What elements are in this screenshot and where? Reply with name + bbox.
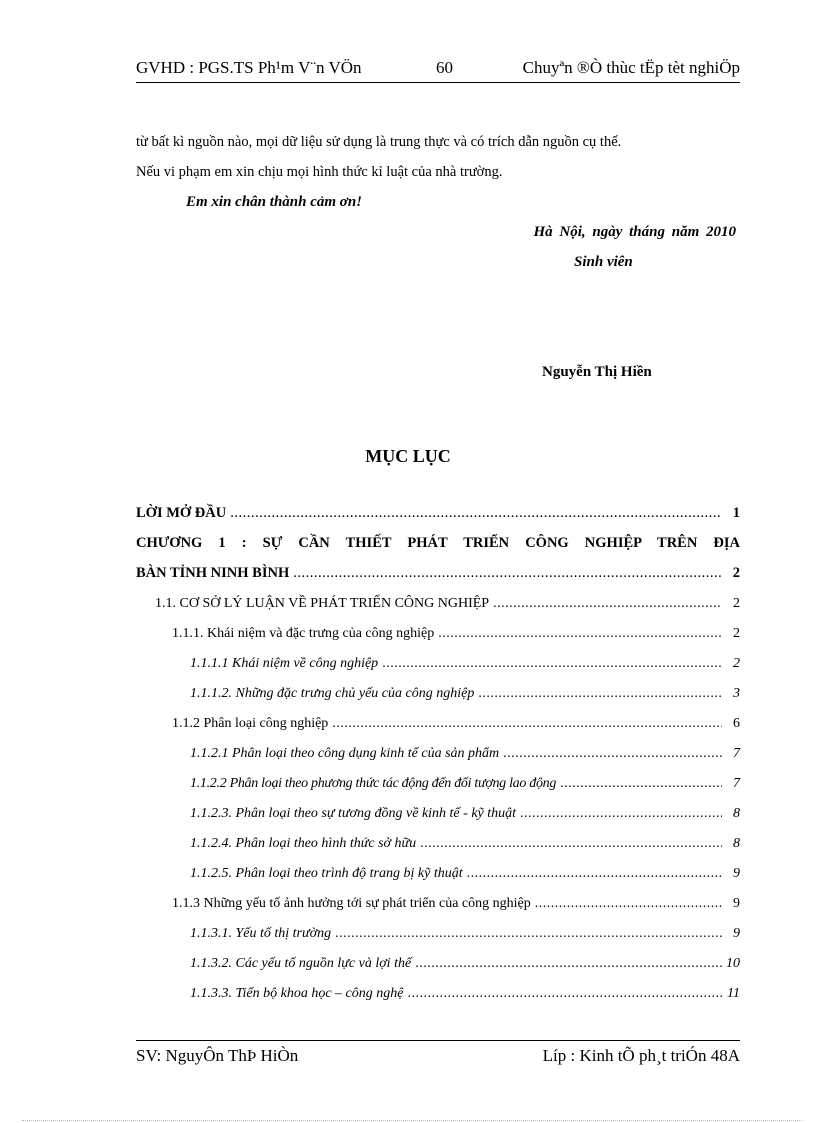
toc-entry-text: 1.1.3.1. Yếu tố thị trường xyxy=(190,926,332,941)
toc-entry-text: 1.1.1.2. Những đặc trưng chủ yếu của công nghiệp xyxy=(190,686,475,701)
toc-entry[interactable] xyxy=(190,746,740,770)
toc-entry-text: 1.1.2.4. Phân loại theo hình thức sở hữu xyxy=(190,836,417,851)
page-header xyxy=(136,56,740,83)
toc-leader-dots xyxy=(503,746,722,762)
toc-entry-page: 8 xyxy=(733,806,740,821)
toc-entry[interactable] xyxy=(155,596,740,620)
toc-entry-text: 1.1.2.3. Phân loại theo sự tương đồng về kinh tế - kỹ thuật xyxy=(190,806,517,821)
toc-entry-text: 1.1. CƠ SỞ LÝ LUẬN VỀ PHÁT TRIỂN CÔNG NGHIỆP xyxy=(155,596,490,611)
toc-entry-text: 1.1.2.1 Phân loại theo công dụng kinh tế của sản phẩm xyxy=(190,746,500,761)
toc-entry-page: 2 xyxy=(733,626,740,641)
toc-entry-text: 1.1.1. Khái niệm và đặc trưng của công nghiệp xyxy=(172,626,435,641)
toc-entry-page: 10 xyxy=(726,956,740,971)
signer-role: Sinh viên xyxy=(574,254,633,270)
toc-entry[interactable] xyxy=(190,656,740,680)
toc-entry[interactable] xyxy=(190,956,740,980)
toc-leader-dots xyxy=(230,505,722,522)
header-advisor: GVHD : PGS.TS Ph¹m V¨n VÖn xyxy=(136,58,362,77)
toc-entry-page: 7 xyxy=(733,746,740,761)
toc-leader-dots xyxy=(438,626,722,642)
toc-leader-dots xyxy=(560,776,722,792)
toc-leader-dots xyxy=(535,896,722,912)
toc-entry-page: 11 xyxy=(727,986,740,1001)
toc-entry-page: 9 xyxy=(733,896,740,911)
toc-leader-dots xyxy=(332,716,722,732)
page-bottom-divider xyxy=(22,1120,802,1121)
toc-entry-text: 1.1.3.3. Tiến bộ khoa học – công nghệ xyxy=(190,986,404,1001)
toc-entry-page: 9 xyxy=(733,866,740,881)
body-text-line-1: từ bất kì nguồn nào, mọi dữ liệu sử dụng là trung thực và có trích dẫn nguồn cụ thể. xyxy=(136,134,622,150)
toc-leader-dots xyxy=(420,836,722,852)
toc-leader-dots xyxy=(467,866,722,882)
toc-entry[interactable] xyxy=(190,836,740,860)
toc-entry-page: 1 xyxy=(732,505,740,521)
toc-entry-page: 2 xyxy=(732,565,740,581)
signer-name: Nguyễn Thị Hiền xyxy=(542,364,652,380)
toc-entry-text: 1.1.2 Phân loại công nghiệp xyxy=(172,716,329,731)
header-document-title: Chuyªn ®Ò thùc tËp tèt nghiÖp xyxy=(522,58,740,77)
toc-entry-page: 6 xyxy=(733,716,740,731)
toc-entry-text: 1.1.2.5. Phân loại theo trình độ trang bị kỹ thuật xyxy=(190,866,463,881)
toc-entry[interactable] xyxy=(190,866,740,890)
toc-entry-text: 1.1.3 Những yếu tố ảnh hưởng tới sự phát triển của công nghiệp xyxy=(172,896,531,911)
toc-entry[interactable] xyxy=(190,926,740,950)
toc-entry[interactable] xyxy=(190,806,740,830)
toc-leader-dots xyxy=(415,956,722,972)
toc-title: MỤC LỤC xyxy=(365,446,451,466)
toc-entry-page: 8 xyxy=(733,836,740,851)
toc-chapter-line-1[interactable]: CHƯƠNG 1 : SỰ CẦN THIẾT PHÁT TRIỂN CÔNG NGHIỆP TRÊN ĐỊA xyxy=(136,535,740,551)
toc-entry-text: 1.1.2.2 Phân loại theo phương thức tác động đến đối tượng lao động xyxy=(190,776,557,791)
toc-leader-dots xyxy=(335,926,722,942)
toc-entry-page: 2 xyxy=(733,596,740,611)
footer-class: Líp : Kinh tÕ ph¸t triÓn 48A xyxy=(542,1046,740,1065)
toc-leader-dots xyxy=(478,686,722,702)
toc-entry[interactable] xyxy=(172,896,740,920)
toc-entry-page: 2 xyxy=(733,656,740,671)
page-footer xyxy=(136,1040,740,1071)
toc-entry-page: 3 xyxy=(733,686,740,701)
toc-entry[interactable] xyxy=(172,626,740,650)
toc-entry-text: LỜI MỞ ĐẦU xyxy=(136,505,227,521)
toc-entry[interactable] xyxy=(136,565,740,589)
toc-entry-page: 9 xyxy=(733,926,740,941)
toc-entry[interactable] xyxy=(136,505,740,529)
toc-leader-dots xyxy=(407,986,722,1002)
footer-student: SV: NguyÔn ThÞ HiÒn xyxy=(136,1046,299,1065)
toc-entry-page: 7 xyxy=(733,776,740,791)
toc-leader-dots xyxy=(520,806,722,822)
toc-leader-dots xyxy=(382,656,722,672)
toc-entry-text: 1.1.1.1 Khái niệm về công nghiệp xyxy=(190,656,379,671)
header-page-number: 60 xyxy=(436,58,453,77)
toc-leader-dots xyxy=(293,565,722,582)
toc-entry-text: BÀN TỈNH NINH BÌNH xyxy=(136,565,290,581)
toc-entry[interactable] xyxy=(190,986,740,1010)
place-date: Hà Nội, ngày tháng năm 2010 xyxy=(533,224,736,240)
toc-entry[interactable] xyxy=(172,716,740,740)
body-text-line-2: Nếu vi phạm em xin chịu mọi hình thức kỉ luật của nhà trường. xyxy=(136,164,503,180)
toc-entry[interactable] xyxy=(190,686,740,710)
thanks-line: Em xin chân thành cảm ơn! xyxy=(186,194,363,210)
toc-entry[interactable] xyxy=(190,776,740,800)
toc-entry-text: 1.1.3.2. Các yếu tố nguồn lực và lợi thế xyxy=(190,956,412,971)
toc-leader-dots xyxy=(493,596,722,612)
